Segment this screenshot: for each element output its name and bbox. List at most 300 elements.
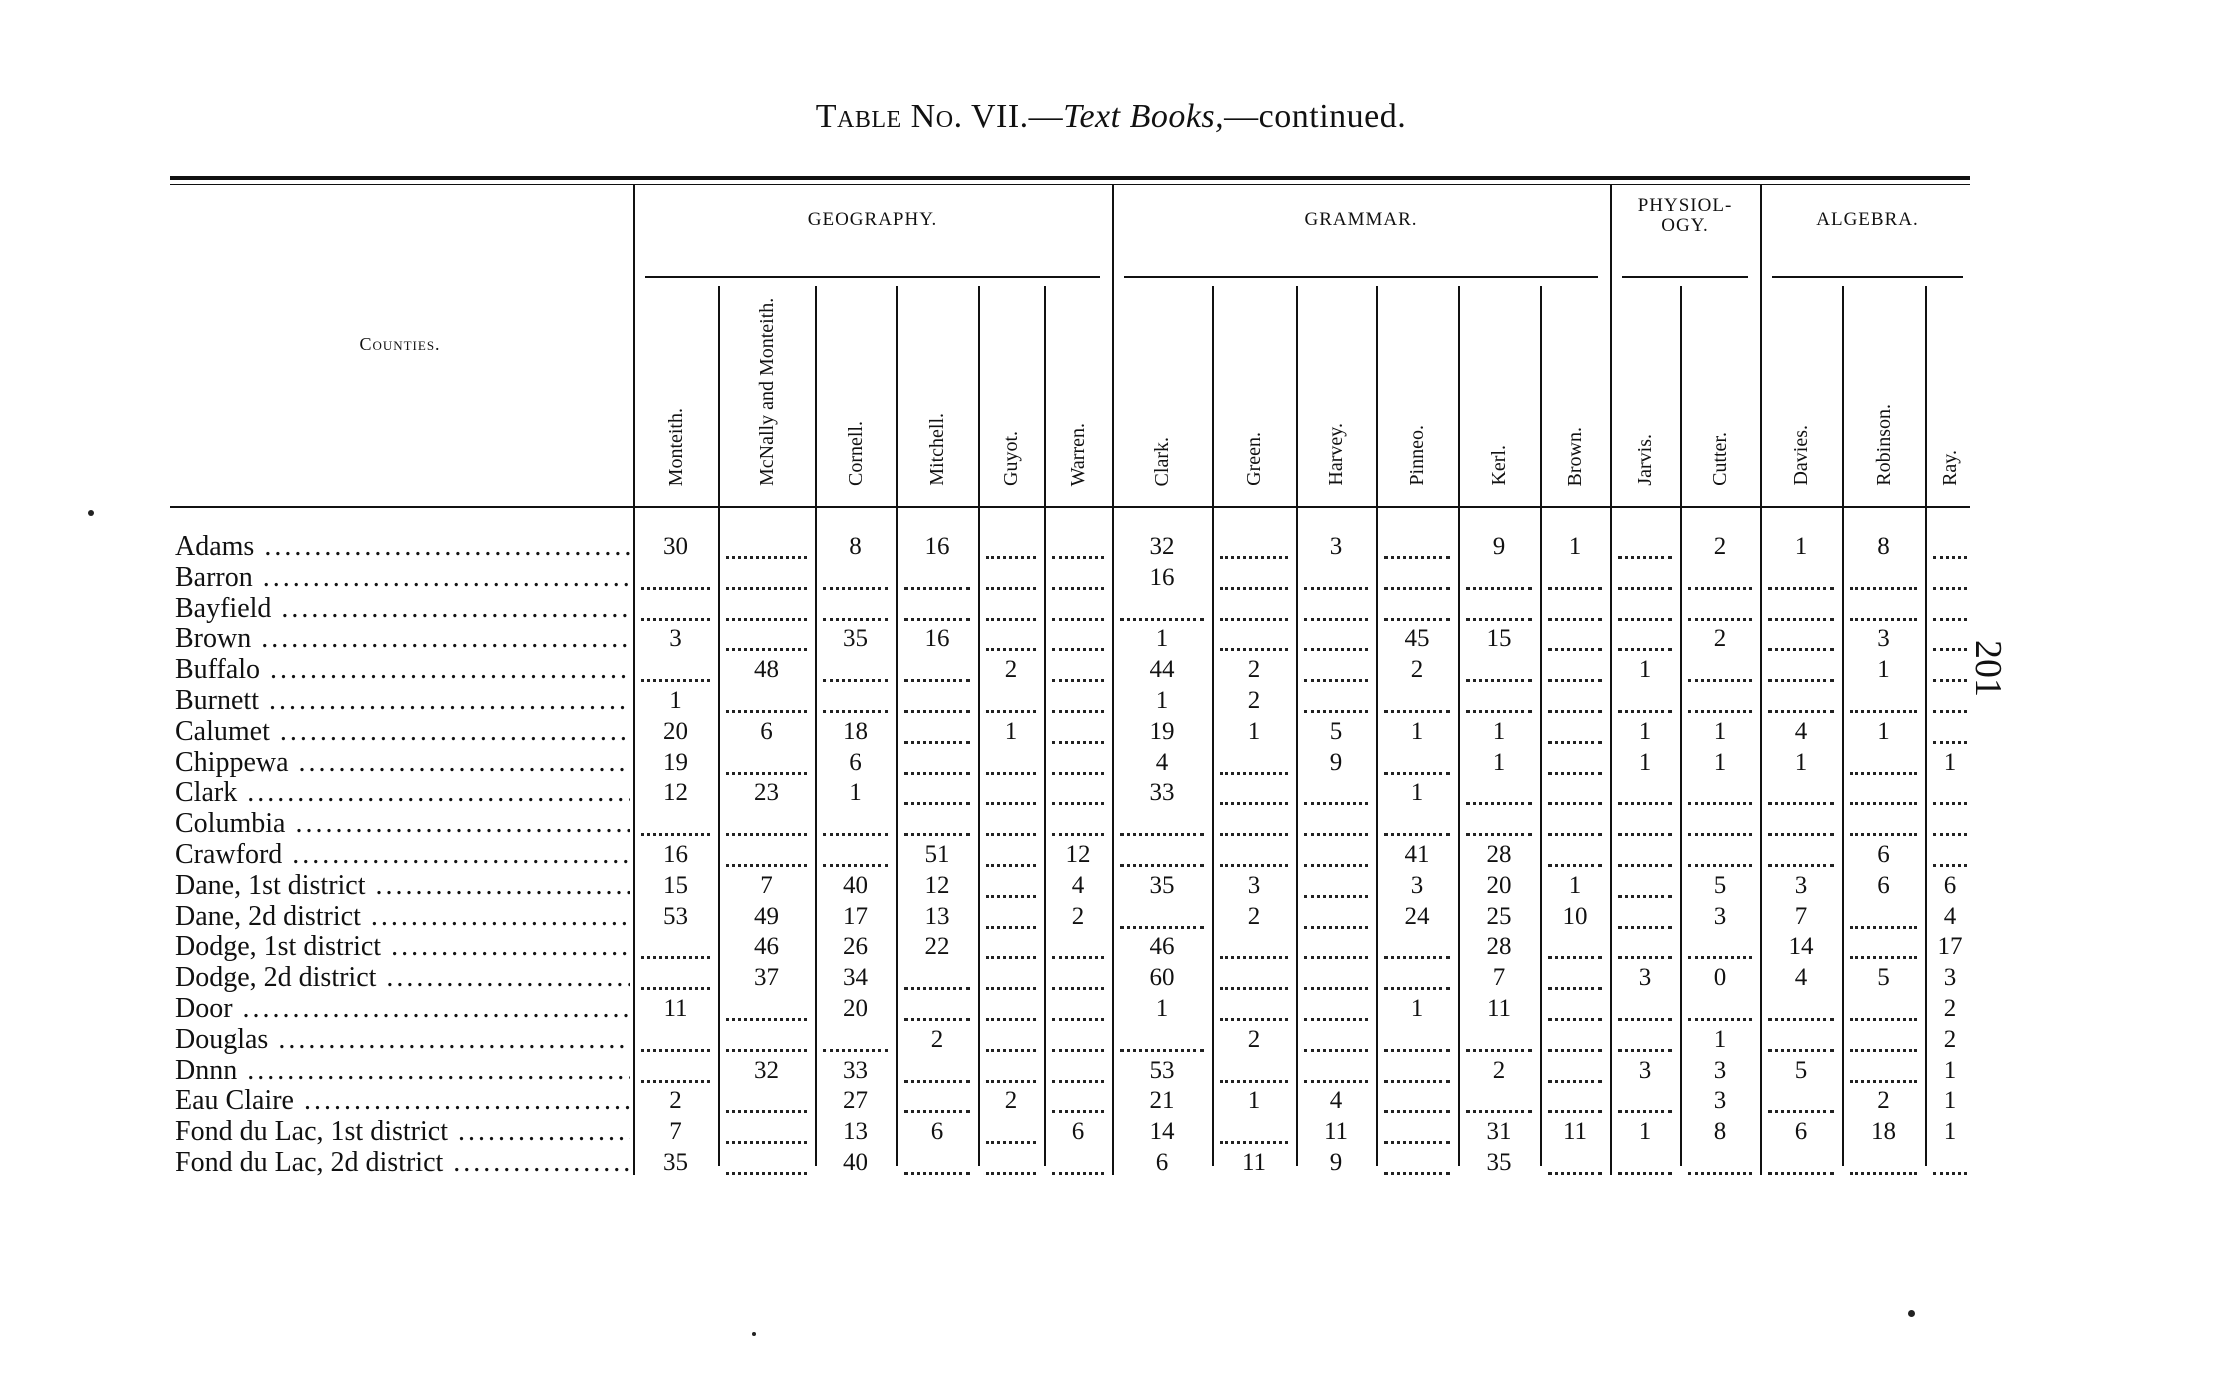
table-cell: 24 [1404,902,1430,930]
empty-cell [904,1092,970,1113]
empty-cell [1220,938,1288,959]
table-cell: 0 [1713,964,1727,992]
empty-cell [1052,692,1104,713]
empty-cell [1768,630,1834,651]
table-cell: 11 [1241,1149,1267,1176]
empty-cell [1304,784,1368,805]
empty-cell [726,569,807,590]
table-cell: 18 [1871,1118,1896,1146]
table-cell: 6 [849,748,862,776]
empty-cell [1850,815,1917,836]
table-cell: 20 [843,995,868,1022]
column-header [896,286,978,486]
column-header [718,286,815,486]
empty-cell [1304,600,1368,621]
empty-cell [641,815,710,836]
stray-dot-bottom-right [1908,1310,1915,1317]
empty-cell [1466,815,1532,836]
empty-cell [1933,600,1967,621]
empty-cell [1304,1062,1368,1083]
empty-cell [1384,938,1450,959]
table-cell: 16 [663,841,688,868]
table-cell: 1 [1155,625,1169,653]
empty-cell [1466,1092,1532,1113]
column-header-label: Mitchell. [926,413,948,486]
empty-cell [1618,630,1672,651]
column-header-label: Kerl. [1488,445,1510,486]
empty-cell [1618,846,1672,867]
empty-cell [986,600,1036,621]
empty-cell [1466,692,1532,713]
empty-cell [1384,1062,1450,1083]
table-cell: 2 [930,1025,944,1053]
table-cell: 20 [1486,871,1512,899]
table-cell: 14 [1149,1118,1175,1146]
empty-cell [1768,784,1834,805]
column-header [1925,286,1975,486]
table-cell: 44 [1149,656,1175,684]
group-header: GEOGRAPHY. [807,209,938,230]
table-cell: 4 [1329,1087,1343,1115]
empty-cell [904,569,970,590]
empty-cell [1768,600,1834,621]
table-cell: 33 [1149,779,1175,807]
empty-cell [823,600,888,621]
empty-cell [904,754,970,775]
empty-cell [904,784,970,805]
empty-cell [1384,600,1450,621]
empty-cell [986,846,1036,867]
table-cell: 4 [1943,902,1957,930]
column-header-label: Cutter. [1709,432,1731,486]
county-name: Chippewa ..... [175,748,630,778]
empty-cell [1052,1031,1104,1052]
county-name: Calumet ..... [175,717,630,747]
table-cell: 18 [843,717,868,745]
empty-cell [1768,661,1834,682]
table-cell: 3 [1638,964,1652,992]
empty-cell [1548,1000,1602,1021]
table-cell: 2 [1943,1025,1957,1053]
empty-cell [1933,692,1967,713]
empty-cell [823,1031,888,1052]
table-cell: 3 [1943,964,1957,992]
empty-cell [1052,1154,1104,1175]
empty-cell [1120,908,1204,929]
empty-cell [1548,692,1602,713]
county-name: Columbia ..... [175,809,630,839]
empty-cell [986,1031,1036,1052]
table-cell: 15 [1486,625,1512,653]
empty-cell [1384,754,1450,775]
empty-cell [1120,815,1204,836]
table-cell: 9 [1329,1149,1343,1176]
empty-cell [986,1154,1036,1175]
table-cell: 2 [1713,625,1727,653]
table-cell: 2 [1247,656,1261,684]
empty-cell [1052,1092,1104,1113]
empty-cell [726,1092,807,1113]
table-cell: 12 [663,779,688,807]
table-cell: 1 [1713,717,1727,745]
table-cell: 1 [1410,995,1424,1022]
empty-cell [1618,1092,1672,1113]
empty-cell [1466,784,1532,805]
column-header [1458,286,1540,486]
empty-cell [726,600,807,621]
empty-cell [1304,692,1368,713]
empty-cell [1618,692,1672,713]
empty-cell [1688,1000,1752,1021]
empty-cell [986,692,1036,713]
table-cell: 2 [1247,902,1261,930]
table-cell: 27 [843,1087,868,1115]
county-name: Dodge, 1st district ..... [175,932,630,962]
table-cell: 3 [669,625,682,653]
empty-cell [641,569,710,590]
column-header [1540,286,1610,486]
empty-cell [904,1062,970,1083]
table-cell: 1 [849,779,862,807]
column-header-label: Jarvis. [1634,434,1656,486]
empty-cell [986,1000,1036,1021]
empty-cell [1548,969,1602,990]
table-cell: 20 [663,717,688,745]
table-cell: 5 [1713,871,1727,899]
table-cell: 1 [1492,717,1506,745]
column-header-label: Cornell. [844,421,867,486]
column-header [815,286,896,486]
empty-cell [1466,600,1532,621]
table-cell: 1 [1410,717,1424,745]
table-cell: 1 [1568,533,1582,560]
group-header: PHYSIOL- OGY. [1637,195,1733,236]
empty-cell [1548,1092,1602,1113]
table-cell: 1 [1877,717,1890,745]
top-rule-thin [170,184,1970,185]
county-name: Clark ..... [175,778,630,808]
county-name: Dane, 1st district ..... [175,871,630,901]
empty-cell [641,1031,710,1052]
table-cell: 35 [663,1149,688,1176]
empty-cell [1548,784,1602,805]
empty-cell [1052,969,1104,990]
table-cell: 17 [1937,933,1963,961]
table-cell: 8 [1877,533,1890,560]
county-name: Adams ..... [175,532,630,562]
empty-cell [1052,754,1104,775]
table-cell: 3 [1794,871,1808,899]
empty-cell [904,692,970,713]
table-cell: 35 [843,625,868,653]
empty-cell [1384,1031,1450,1052]
table-cell: 1 [1794,748,1808,776]
table-cell: 60 [1149,964,1175,992]
table-cell: 48 [754,656,779,684]
empty-cell [1548,938,1602,959]
empty-cell [1548,815,1602,836]
column-header [1376,286,1458,486]
empty-cell [1052,938,1104,959]
empty-cell [1688,600,1752,621]
table-cell: 33 [843,1056,868,1084]
empty-cell [1688,692,1752,713]
empty-cell [986,784,1036,805]
title-suffix: —continued. [1224,98,1407,135]
empty-cell [986,538,1036,559]
table-cell: 16 [924,533,950,560]
table-cell: 4 [1794,964,1808,992]
table-cell: 31 [1486,1118,1512,1146]
table-cell: 1 [1943,1118,1957,1146]
column-header-label: Warren. [1067,422,1089,486]
table-cell: 3 [1329,533,1343,560]
empty-cell [1618,600,1672,621]
table-cell: 3 [1713,1087,1727,1115]
column-header-label: McNally and Monteith. [755,297,778,486]
empty-cell [1548,1062,1602,1083]
table-cell: 25 [1486,902,1512,930]
table-cell: 7 [1492,964,1506,992]
empty-cell [1052,784,1104,805]
empty-cell [1688,661,1752,682]
empty-cell [1548,723,1602,744]
table-cell: 26 [843,933,868,961]
table-cell: 21 [1149,1087,1175,1115]
empty-cell [1120,600,1204,621]
empty-cell [1688,784,1752,805]
table-cell: 11 [663,995,688,1022]
empty-cell [986,815,1036,836]
table-cell: 2 [1004,656,1018,684]
empty-cell [986,908,1036,929]
empty-cell [1850,908,1917,929]
empty-cell [1384,815,1450,836]
county-name: Buffalo ..... [175,655,630,685]
title-prefix: Table No. VII. [815,98,1029,135]
table-cell: 53 [663,902,688,930]
table-cell: 7 [669,1118,682,1146]
empty-cell [1768,1092,1834,1113]
empty-cell [1618,877,1672,898]
empty-cell [1618,1154,1672,1175]
empty-cell [823,815,888,836]
empty-cell [1768,815,1834,836]
empty-cell [1384,569,1450,590]
table-cell: 15 [663,871,688,899]
empty-cell [1618,538,1672,559]
table-cell: 9 [1329,748,1343,776]
table-cell: 1 [1943,748,1957,776]
table-cell: 1 [1638,1118,1652,1146]
empty-cell [823,846,888,867]
county-name: Crawford ..... [175,840,630,870]
column-header [1760,286,1842,486]
county-name: Douglas ..... [175,1025,630,1055]
table-cell: 11 [1562,1118,1588,1146]
table-cell: 2 [1713,533,1727,560]
table-cell: 49 [754,902,779,930]
table-cell: 5 [1877,964,1890,992]
table-cell: 46 [754,933,779,961]
empty-cell [1933,723,1967,744]
table-cell: 4 [1071,871,1085,899]
empty-cell [1052,538,1104,559]
table-cell: 17 [843,902,868,930]
table-cell: 6 [1794,1118,1808,1146]
empty-cell [1933,569,1967,590]
empty-cell [1933,846,1967,867]
empty-cell [1304,661,1368,682]
table-cell: 1 [1492,748,1506,776]
top-rule-thick [170,176,1970,180]
column-header-label: Guyot. [1000,431,1022,486]
county-name: Dane, 2d district ..... [175,902,630,932]
county-name: Brown ..... [175,624,630,654]
table-cell: 40 [843,1149,868,1176]
group-underline [1124,276,1598,278]
empty-cell [1618,1031,1672,1052]
table-cell: 2 [1004,1087,1018,1115]
county-name: Barron ..... [175,563,630,593]
table-cell: 3 [1638,1056,1652,1084]
column-header-label: Robinson. [1872,404,1895,486]
table-cell: 8 [849,533,862,560]
empty-cell [1688,1154,1752,1175]
empty-cell [904,723,970,744]
table-cell: 3 [1713,902,1727,930]
group-underline [1622,276,1748,278]
table-cell: 37 [754,964,779,992]
empty-cell [1220,846,1288,867]
table-cell: 32 [1149,533,1175,560]
empty-cell [726,754,807,775]
empty-cell [986,754,1036,775]
empty-cell [726,630,807,651]
empty-cell [1304,1000,1368,1021]
column-header-label: Clark. [1151,436,1173,486]
table-cell: 6 [1943,871,1957,899]
empty-cell [1548,846,1602,867]
table-cell: 11 [1486,995,1512,1022]
empty-cell [1304,908,1368,929]
empty-cell [726,538,807,559]
empty-cell [904,1154,970,1175]
empty-cell [1548,661,1602,682]
table-cell: 12 [1065,841,1091,868]
table-cell: 6 [1071,1118,1085,1146]
empty-cell [1850,1031,1917,1052]
empty-cell [1052,630,1104,651]
empty-cell [1384,969,1450,990]
empty-cell [1548,754,1602,775]
empty-cell [726,846,807,867]
column-header-label: Pinneo. [1406,425,1428,486]
table-cell: 1 [1155,995,1169,1022]
column-header [1296,286,1376,486]
stray-dot-bottom [752,1332,756,1336]
empty-cell [1688,569,1752,590]
empty-cell [1384,692,1450,713]
table-cell: 6 [1877,871,1890,899]
empty-cell [986,630,1036,651]
empty-cell [1052,661,1104,682]
table-cell: 13 [924,902,950,930]
empty-cell [1304,815,1368,836]
page-number: 201 [1967,640,2009,697]
table-cell: 16 [1149,563,1175,591]
group-header: GRAMMAR. [1304,209,1418,230]
county-name: Dodge, 2d district ..... [175,963,630,993]
empty-cell [1850,1154,1917,1175]
table-cell: 32 [754,1056,779,1084]
empty-cell [1120,846,1204,867]
table-cell: 1 [1794,533,1808,560]
table-cell: 13 [843,1118,868,1146]
column-header-label: Davies. [1790,425,1812,486]
county-name: Burnett ..... [175,686,630,716]
table-cell: 22 [924,933,950,961]
empty-cell [1220,600,1288,621]
table-cell: 3 [1713,1056,1727,1084]
column-header-label: Monteith. [664,407,687,486]
empty-cell [823,692,888,713]
empty-cell [1052,600,1104,621]
empty-cell [641,1062,710,1083]
table-cell: 3 [1877,625,1890,653]
empty-cell [1220,630,1288,651]
empty-cell [1688,938,1752,959]
empty-cell [1304,877,1368,898]
empty-cell [1220,1000,1288,1021]
table-cell: 7 [760,871,773,899]
table-cell: 23 [754,779,779,807]
column-header [1842,286,1925,486]
empty-cell [1384,538,1450,559]
column-header-label: Green. [1243,432,1265,486]
empty-cell [1850,692,1917,713]
table-cell: 4 [1155,748,1169,776]
table-cell: 16 [924,625,950,653]
table-cell: 14 [1788,933,1814,961]
table-cell: 2 [1943,995,1957,1022]
empty-cell [1220,969,1288,990]
empty-cell [1466,1031,1532,1052]
table-cell: 35 [1486,1149,1512,1176]
empty-cell [726,1154,807,1175]
empty-cell [904,661,970,682]
empty-cell [986,969,1036,990]
empty-cell [1548,1031,1602,1052]
empty-cell [1850,1000,1917,1021]
empty-cell [1220,1062,1288,1083]
table-cell: 1 [1943,1087,1957,1115]
group-header: ALGEBRA. [1816,209,1919,230]
empty-cell [1850,600,1917,621]
table-cell: 3 [1410,871,1424,899]
table-cell: 34 [843,964,868,992]
table-cell: 7 [1794,902,1808,930]
empty-cell [986,569,1036,590]
empty-cell [1933,815,1967,836]
empty-cell [1548,569,1602,590]
table-cell: 5 [1794,1056,1808,1084]
empty-cell [1688,846,1752,867]
empty-cell [1052,1062,1104,1083]
empty-cell [1220,754,1288,775]
county-name: Fond du Lac, 1st district ..... [175,1117,630,1147]
column-header [633,286,718,486]
